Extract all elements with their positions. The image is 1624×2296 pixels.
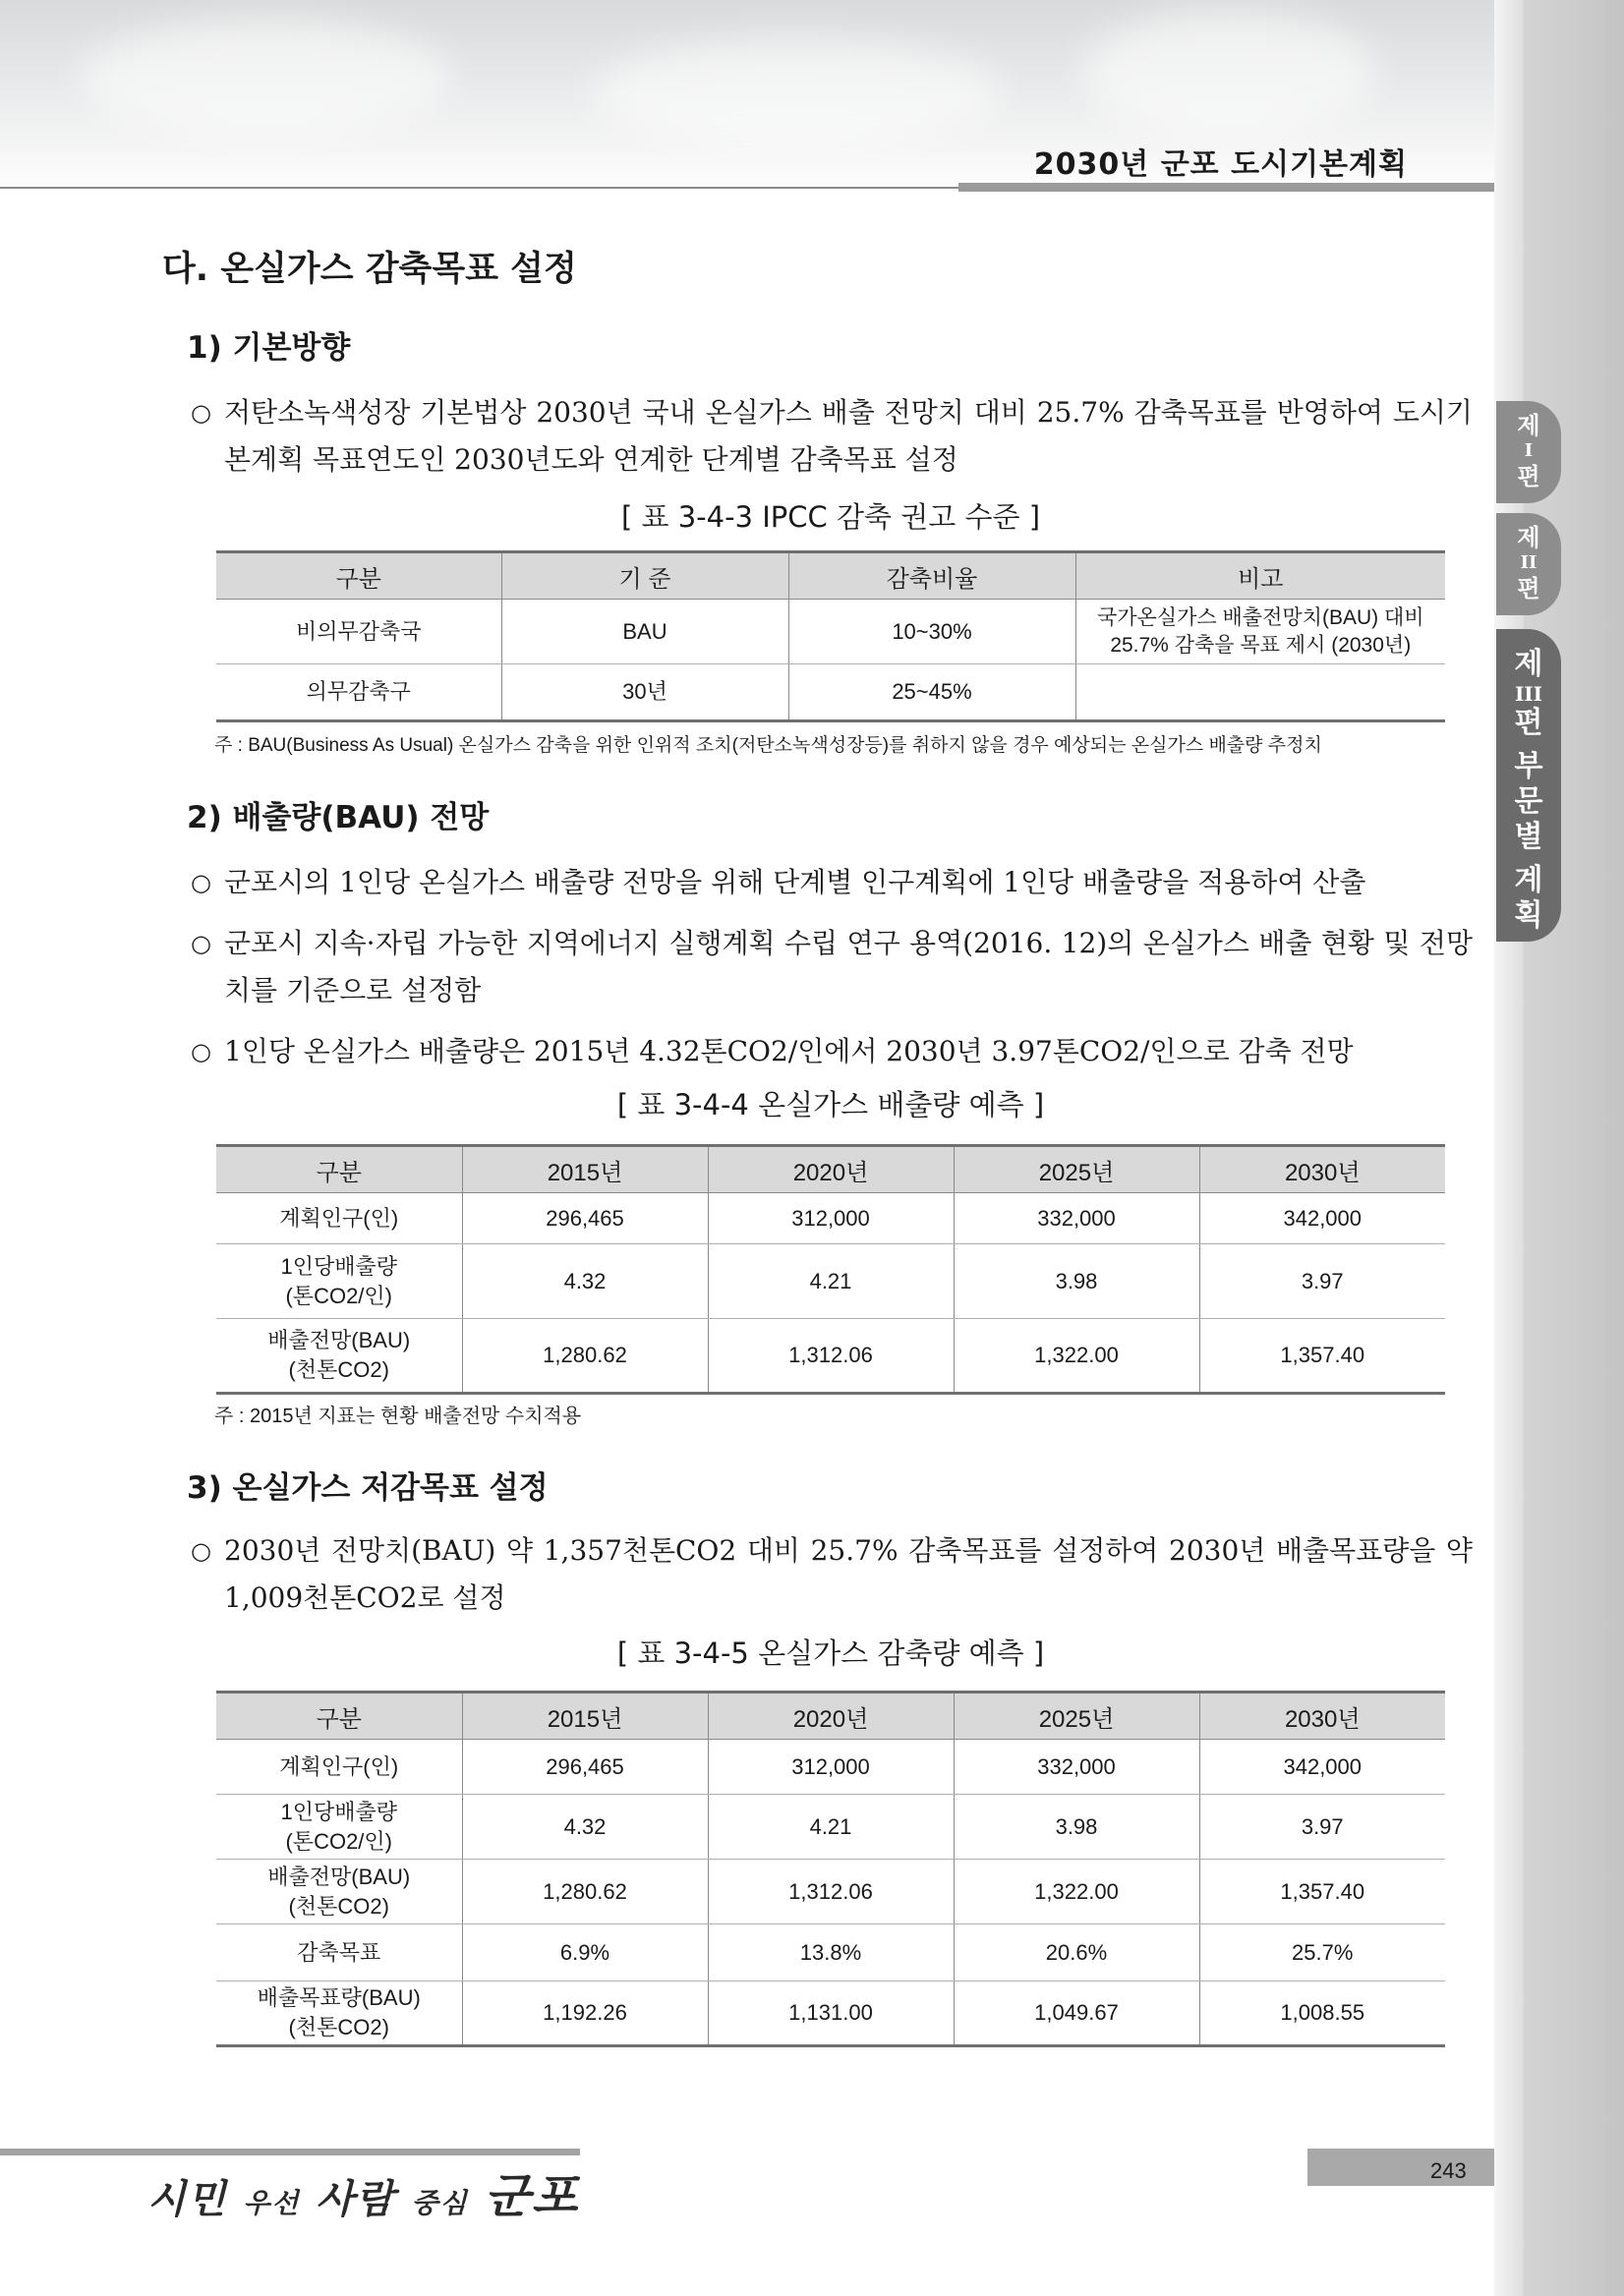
- table-row: [216, 1193, 1445, 1244]
- chapter-tab-1[interactable]: 제 I 편: [1496, 401, 1561, 503]
- circle-bullet-icon: ○: [191, 930, 211, 957]
- table-cell: 1인당배출량 (톤CO2/인): [216, 1244, 462, 1319]
- table-cell: 312,000: [708, 1193, 954, 1244]
- subsection-3-bullet-1: ○ 2030년 전망치(BAU) 약 1,357천톤CO2 대비 25.7% 감축목표를 설정하여 2030년 배출목표량을 약 1,009천톤CO2로 설정: [224, 1527, 1473, 1622]
- table-cell: 1,357.40: [1199, 1319, 1445, 1394]
- table-cell: 1,322.00: [954, 1319, 1199, 1394]
- table-3-4-3-caption: [ 표 3-4-3 IPCC 감축 권고 수준 ]: [620, 500, 1041, 534]
- table-header-cell: 2020년: [708, 1693, 954, 1740]
- table-row: [216, 664, 1445, 721]
- table-cell: 3.98: [954, 1795, 1199, 1860]
- subsection-2-bullet-3: ○ 1인당 온실가스 배출량은 2015년 4.32톤CO2/인에서 2030년 3.97톤CO2/인으로 감축 전망: [224, 1028, 1473, 1075]
- table-header-cell: 2030년: [1199, 1146, 1445, 1193]
- table-cell: 342,000: [1199, 1193, 1445, 1244]
- table-header-cell: 감축비율: [788, 552, 1075, 600]
- table-header-cell: 2025년: [954, 1146, 1199, 1193]
- table-cell: 6.9%: [462, 1924, 708, 1981]
- table-cell: 1,192.26: [462, 1981, 708, 2046]
- table-cell: 의무감축구: [216, 664, 501, 721]
- page-number: 243: [1430, 2158, 1467, 2183]
- subsection-2-bullet-1: ○ 군포시의 1인당 온실가스 배출량 전망을 위해 단계별 인구계획에 1인당 배출량을 적용하여 산출: [224, 859, 1473, 906]
- table-cell: 3.97: [1199, 1795, 1445, 1860]
- table-cell: 296,465: [462, 1193, 708, 1244]
- table-cell: 3.97: [1199, 1244, 1445, 1319]
- subsection-3-title: 3) 온실가스 저감목표 설정: [187, 1470, 549, 1506]
- table-cell: 332,000: [954, 1740, 1199, 1795]
- subsection-2-bullet-2: ○ 군포시 지속·자립 가능한 지역에너지 실행계획 수립 연구 용역(2016. 12)의 온실가스 배출 현황 및 전망치를 기준으로 설정함: [224, 920, 1473, 1014]
- table-cell: 3.98: [954, 1244, 1199, 1319]
- table-3-4-5-caption: [ 표 3-4-5 온실가스 감축량 예측 ]: [616, 1636, 1045, 1670]
- header-accent-bar: [958, 183, 1494, 192]
- table-cell: 1,357.40: [1199, 1860, 1445, 1924]
- table-cell: 국가온실가스 배출전망치(BAU) 대비 25.7% 감축을 목표 제시 (2030년): [1075, 600, 1445, 664]
- table-cell: 배출목표량(BAU) (천톤CO2): [216, 1981, 462, 2046]
- table-cell: 감축목표: [216, 1924, 462, 1981]
- table-row: [216, 1981, 1445, 2046]
- table-header-cell: 비고: [1075, 552, 1445, 600]
- table-cell: 1,049.67: [954, 1981, 1199, 2046]
- table-row: [216, 1244, 1445, 1319]
- table-cell: 1,280.62: [462, 1860, 708, 1924]
- circle-bullet-icon: ○: [191, 399, 211, 427]
- table-cell: 25.7%: [1199, 1924, 1445, 1981]
- table-3-4-5: [216, 1691, 1445, 2047]
- table-cell: 20.6%: [954, 1924, 1199, 1981]
- document-title: 2030년 군포 도시기본계획: [1033, 147, 1408, 182]
- table-cell: 30년: [501, 664, 788, 721]
- circle-bullet-icon: ○: [191, 1038, 211, 1065]
- table-3-4-3: [216, 550, 1445, 722]
- table-row: [216, 1740, 1445, 1795]
- circle-bullet-icon: ○: [191, 1537, 211, 1565]
- table-cell: 332,000: [954, 1193, 1199, 1244]
- table-cell: 25~45%: [788, 664, 1075, 721]
- table-cell: 계획인구(인): [216, 1740, 462, 1795]
- circle-bullet-icon: ○: [191, 869, 211, 896]
- table-cell: 1,322.00: [954, 1860, 1199, 1924]
- header-rule: [0, 187, 958, 189]
- table-cell: BAU: [501, 600, 788, 664]
- table-cell: 296,465: [462, 1740, 708, 1795]
- table-row: [216, 600, 1445, 664]
- table-header-cell: 구분: [216, 1146, 462, 1193]
- table-header-cell: 2015년: [462, 1693, 708, 1740]
- table-cell: 4.32: [462, 1795, 708, 1860]
- table-cell: 1,312.06: [708, 1860, 954, 1924]
- chapter-tab-3-active[interactable]: 제 III 편 부 문 별 계 획: [1496, 629, 1561, 942]
- table-3-4-3-note: 주 : BAU(Business As Usual) 온실가스 감축을 위한 인위적 조치(저탄소녹색성장등)를 취하지 않을 경우 예상되는 온실가스 배출량 추정치: [214, 735, 1322, 756]
- table-cell: 1,131.00: [708, 1981, 954, 2046]
- table-cell: 13.8%: [708, 1924, 954, 1981]
- subsection-1-title: 1) 기본방향: [187, 330, 351, 366]
- table-cell: 4.32: [462, 1244, 708, 1319]
- table-cell: 1,312.06: [708, 1319, 954, 1394]
- table-header-cell: 2020년: [708, 1146, 954, 1193]
- table-cell: 312,000: [708, 1740, 954, 1795]
- table-cell: 342,000: [1199, 1740, 1445, 1795]
- table-cell: 4.21: [708, 1795, 954, 1860]
- subsection-1-bullet-1: ○ 저탄소녹색성장 기본법상 2030년 국내 온실가스 배출 전망치 대비 25.7% 감축목표를 반영하여 도시기본계획 목표연도인 2030년도와 연계한 단계별 감축목표 설정: [224, 389, 1473, 484]
- table-cell: 계획인구(인): [216, 1193, 462, 1244]
- table-cell: 1,280.62: [462, 1319, 708, 1394]
- table-row: [216, 1795, 1445, 1860]
- table-cell: 배출전망(BAU) (천톤CO2): [216, 1319, 462, 1394]
- table-cell: 4.21: [708, 1244, 954, 1319]
- table-cell: 배출전망(BAU) (천톤CO2): [216, 1860, 462, 1924]
- table-header-cell: 2015년: [462, 1146, 708, 1193]
- section-title: 다. 온실가스 감축목표 설정: [162, 250, 577, 289]
- table-row: [216, 1924, 1445, 1981]
- table-header-cell: 2030년: [1199, 1693, 1445, 1740]
- table-cell: 1,008.55: [1199, 1981, 1445, 2046]
- table-cell: [1075, 664, 1445, 721]
- table-cell: 비의무감축국: [216, 600, 501, 664]
- table-3-4-4-caption: [ 표 3-4-4 온실가스 배출량 예측 ]: [616, 1088, 1045, 1121]
- table-header-cell: 구분: [216, 552, 501, 600]
- page-edge: [1494, 0, 1524, 2296]
- subsection-2-title: 2) 배출량(BAU) 전망: [187, 800, 490, 835]
- chapter-tab-2[interactable]: 제 II 편: [1496, 513, 1561, 615]
- table-header-cell: 구분: [216, 1693, 462, 1740]
- table-header-cell: 기 준: [501, 552, 788, 600]
- table-cell: 10~30%: [788, 600, 1075, 664]
- table-row: [216, 1860, 1445, 1924]
- table-row: [216, 1319, 1445, 1394]
- city-slogan-logo: 시민 우선 사람 중심 군포: [147, 2169, 580, 2224]
- table-cell: 1인당배출량 (톤CO2/인): [216, 1795, 462, 1860]
- table-header-cell: 2025년: [954, 1693, 1199, 1740]
- table-3-4-4: [216, 1144, 1445, 1395]
- footer-rule: [0, 2149, 580, 2155]
- table-3-4-4-note: 주 : 2015년 지표는 현황 배출전망 수치적용: [214, 1406, 582, 1427]
